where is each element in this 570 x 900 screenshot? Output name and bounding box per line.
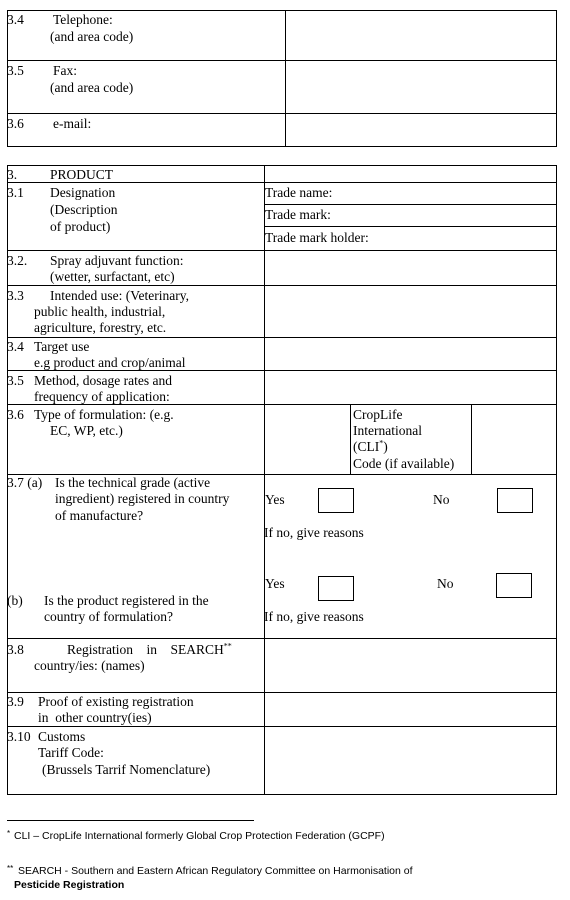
- q37b-number: (b): [7, 593, 23, 608]
- q37a-no-checkbox[interactable]: [497, 488, 533, 513]
- cli-label-line3: (CLI*): [353, 438, 388, 454]
- row-divider: [7, 692, 557, 693]
- email-label: e-mail:: [53, 116, 92, 131]
- proof-label-line2: in other country(ies): [38, 710, 152, 725]
- intended-number: 3.3: [7, 288, 24, 303]
- footnote-search-mark: **: [7, 864, 14, 873]
- q37a-label: Is the technical grade (active: [55, 475, 211, 490]
- customs-number: 3.10: [7, 729, 31, 744]
- formulation-label-line2: EC, WP, etc.): [50, 423, 123, 438]
- cli-label-line1: CropLife: [353, 407, 403, 422]
- footnote-cli: CLI – CropLife International formerly Global Crop Protection Federation (GCPF): [14, 830, 385, 842]
- telephone-field[interactable]: [287, 12, 555, 58]
- customs-field[interactable]: [266, 728, 555, 793]
- trade-name-field[interactable]: Trade name:: [265, 185, 333, 200]
- registration-label: Registration in SEARCH**: [67, 641, 232, 657]
- email-field[interactable]: [287, 115, 555, 145]
- designation-number: 3.1: [7, 185, 24, 200]
- proof-field[interactable]: [266, 694, 555, 724]
- registration-number: 3.8: [7, 642, 24, 657]
- method-label: Method, dosage rates and: [34, 373, 172, 388]
- row-divider: [7, 337, 557, 338]
- designation-label-line3: of product): [50, 219, 111, 234]
- q37a-reasons-field[interactable]: [266, 543, 555, 571]
- spray-label-line2: (wetter, surfactant, etc): [50, 269, 175, 284]
- footnote-cli-mark: *: [7, 829, 11, 838]
- q37b-reasons-label: If no, give reasons: [264, 609, 364, 624]
- target-field[interactable]: [266, 339, 555, 368]
- row-divider: [264, 204, 557, 205]
- telephone-sublabel: (and area code): [50, 29, 134, 44]
- intended-label-line2: public health, industrial,: [34, 304, 166, 319]
- telephone-label: Telephone:: [53, 12, 113, 27]
- trade-mark-field[interactable]: Trade mark:: [265, 207, 331, 222]
- target-label-line2: e.g product and crop/animal: [34, 355, 186, 370]
- q37a-number: 3.7 (a): [7, 475, 43, 490]
- telephone-number: 3.4: [7, 12, 24, 27]
- designation-label-line2: (Description: [50, 202, 118, 217]
- method-number: 3.5: [7, 373, 24, 388]
- q37a-label-line3: of manufacture?: [55, 508, 144, 523]
- row-divider: [7, 638, 557, 639]
- cli-box-right: [471, 404, 472, 474]
- fax-label: Fax:: [53, 63, 78, 78]
- q37b-no-checkbox[interactable]: [496, 573, 532, 598]
- registration-field[interactable]: [266, 640, 555, 690]
- q37a-yes-checkbox[interactable]: [318, 488, 354, 513]
- cli-label-line2: International: [353, 423, 422, 438]
- q37a-yes-label: Yes: [265, 492, 285, 507]
- customs-label-line2: Tariff Code:: [38, 745, 104, 760]
- proof-number: 3.9: [7, 694, 24, 709]
- q37b-label: Is the product registered in the: [44, 593, 209, 608]
- fax-field[interactable]: [287, 62, 555, 111]
- footnote-search-line2: Pesticide Registration: [14, 879, 125, 891]
- q37b-label-line2: country of formulation?: [44, 609, 173, 624]
- q37b-yes-checkbox[interactable]: [318, 576, 354, 601]
- row-divider: [7, 250, 557, 251]
- intended-field[interactable]: [266, 287, 555, 335]
- method-field[interactable]: [266, 372, 555, 402]
- spray-field[interactable]: [266, 252, 555, 283]
- q37b-yes-label: Yes: [265, 576, 285, 591]
- registration-label-line2: country/ies: (names): [34, 658, 145, 673]
- target-number: 3.4: [7, 339, 24, 354]
- formulation-number: 3.6: [7, 407, 24, 422]
- row-divider: [7, 113, 557, 114]
- target-label: Target use: [34, 339, 90, 354]
- product-section-number: 3.: [7, 167, 18, 182]
- product-table-divider: [264, 165, 265, 795]
- proof-label: Proof of existing registration: [38, 694, 194, 709]
- q37a-reasons-label: If no, give reasons: [264, 525, 364, 540]
- row-divider: [7, 285, 557, 286]
- method-label-line2: frequency of application:: [34, 389, 170, 404]
- formulation-label: Type of formulation: (e.g.: [34, 407, 174, 422]
- customs-label-line3: (Brussels Tarrif Nomenclature): [42, 762, 211, 777]
- product-section-title: PRODUCT: [50, 167, 114, 182]
- footnote-search: SEARCH - Southern and Eastern African Regulatory Committee on Harmonisation of: [18, 865, 413, 877]
- fax-sublabel: (and area code): [50, 80, 134, 95]
- q37a-no-label: No: [433, 492, 450, 507]
- cli-code-field[interactable]: [473, 406, 555, 472]
- footnote-separator: [7, 820, 254, 821]
- q37b-no-label: No: [437, 576, 454, 591]
- contact-table-divider: [285, 10, 286, 147]
- spray-number: 3.2.: [7, 253, 28, 268]
- cli-label-line4: Code (if available): [353, 456, 455, 471]
- spray-label: Spray adjuvant function:: [50, 253, 184, 268]
- q37a-label-line2: ingredient) registered in country: [55, 491, 230, 506]
- customs-label: Customs: [38, 729, 86, 744]
- row-divider: [7, 726, 557, 727]
- row-divider: [264, 226, 557, 227]
- fax-number: 3.5: [7, 63, 24, 78]
- trade-mark-holder-field[interactable]: Trade mark holder:: [265, 230, 369, 245]
- cli-box-left: [350, 404, 351, 474]
- row-divider: [7, 60, 557, 61]
- designation-label: Designation: [50, 185, 116, 200]
- email-number: 3.6: [7, 116, 24, 131]
- intended-label-line3: agriculture, forestry, etc.: [34, 320, 167, 335]
- intended-label: Intended use: (Veterinary,: [50, 288, 189, 303]
- formulation-field[interactable]: [266, 406, 349, 472]
